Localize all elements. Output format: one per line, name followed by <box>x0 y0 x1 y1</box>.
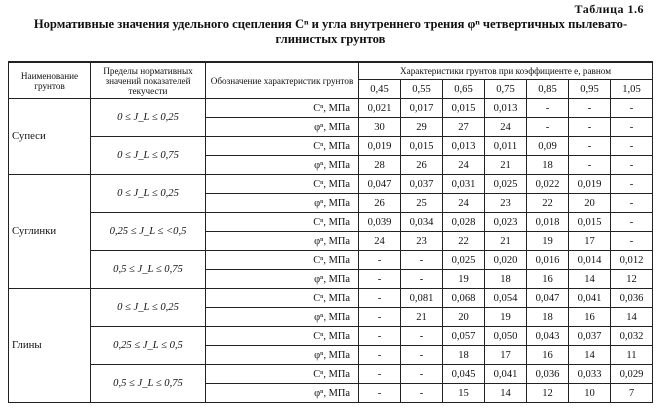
table-row <box>9 137 653 156</box>
value-cell: 15 <box>443 384 485 403</box>
value-cell: 0,036 <box>527 365 569 384</box>
value-cell: - <box>401 346 443 365</box>
table-number: Таблица 1.6 <box>574 2 644 16</box>
value-cell: 17 <box>569 232 611 251</box>
value-cell: 24 <box>359 232 401 251</box>
friction-label: φⁿ, МПа <box>206 156 359 175</box>
value-cell: 19 <box>485 308 527 327</box>
value-cell: 18 <box>485 270 527 289</box>
soil-properties-table <box>8 61 653 403</box>
value-cell: 21 <box>485 156 527 175</box>
value-cell: 0,015 <box>569 213 611 232</box>
header-group: Характеристики грунтов при коэффициенте e, равном <box>359 62 653 80</box>
value-cell: 19 <box>443 270 485 289</box>
value-cell: - <box>401 327 443 346</box>
header-e-value: 0,75 <box>485 80 527 99</box>
value-cell: 0,015 <box>401 137 443 156</box>
value-cell: - <box>611 194 653 213</box>
value-cell: 0,025 <box>443 251 485 270</box>
friction-label: φⁿ, МПа <box>206 194 359 213</box>
friction-label: φⁿ, МПа <box>206 346 359 365</box>
liquidity-range: 0 ≤ J_L ≤ 0,25 <box>91 289 206 327</box>
header-e-value: 0,45 <box>359 80 401 99</box>
value-cell: - <box>401 384 443 403</box>
value-cell: - <box>569 137 611 156</box>
value-cell: 0,011 <box>485 137 527 156</box>
value-cell: 0,054 <box>485 289 527 308</box>
value-cell: - <box>527 99 569 118</box>
value-cell: 0,050 <box>485 327 527 346</box>
value-cell: 14 <box>485 384 527 403</box>
value-cell: - <box>611 99 653 118</box>
value-cell: 24 <box>485 118 527 137</box>
value-cell: 16 <box>527 270 569 289</box>
friction-label: φⁿ, МПа <box>206 308 359 327</box>
value-cell: 0,041 <box>569 289 611 308</box>
value-cell: 17 <box>485 346 527 365</box>
soil-name: Глины <box>9 289 91 403</box>
liquidity-range: 0,25 ≤ J_L ≤ <0,5 <box>91 213 206 251</box>
table-title: Нормативные значения удельного сцепления Cⁿ и угла внутреннего трения φⁿ четвертичных пылевато-глинистых грунтов <box>33 17 628 46</box>
value-cell: 20 <box>443 308 485 327</box>
value-cell: - <box>401 270 443 289</box>
value-cell: 0,025 <box>485 175 527 194</box>
header-e-value: 0,95 <box>569 80 611 99</box>
value-cell: 22 <box>443 232 485 251</box>
value-cell: - <box>569 156 611 175</box>
value-cell: 20 <box>569 194 611 213</box>
friction-label: φⁿ, МПа <box>206 232 359 251</box>
value-cell: - <box>611 175 653 194</box>
value-cell: 0,034 <box>401 213 443 232</box>
value-cell: 12 <box>611 270 653 289</box>
header-limits: Пределы нормативных значений показателей текучести <box>91 62 206 99</box>
table-row <box>9 327 653 346</box>
value-cell: 0,032 <box>611 327 653 346</box>
value-cell: 14 <box>611 308 653 327</box>
value-cell: - <box>611 232 653 251</box>
value-cell: 0,037 <box>401 175 443 194</box>
value-cell: - <box>569 118 611 137</box>
value-cell: 0,020 <box>485 251 527 270</box>
value-cell: - <box>611 137 653 156</box>
liquidity-range: 0,25 ≤ J_L ≤ 0,5 <box>91 327 206 365</box>
cohesion-label: Cⁿ, МПа <box>206 289 359 308</box>
value-cell: 26 <box>359 194 401 213</box>
table-row <box>9 175 653 194</box>
friction-label: φⁿ, МПа <box>206 270 359 289</box>
value-cell: 24 <box>443 194 485 213</box>
value-cell: 14 <box>569 346 611 365</box>
value-cell: - <box>359 289 401 308</box>
value-cell: 0,013 <box>485 99 527 118</box>
value-cell: 0,047 <box>527 289 569 308</box>
cohesion-label: Cⁿ, МПа <box>206 99 359 118</box>
value-cell: 23 <box>401 232 443 251</box>
header-e-value: 0,55 <box>401 80 443 99</box>
cohesion-label: Cⁿ, МПа <box>206 213 359 232</box>
value-cell: 0,028 <box>443 213 485 232</box>
value-cell: - <box>359 308 401 327</box>
value-cell: 0,057 <box>443 327 485 346</box>
value-cell: 0,021 <box>359 99 401 118</box>
value-cell: 21 <box>485 232 527 251</box>
value-cell: 26 <box>401 156 443 175</box>
cohesion-label: Cⁿ, МПа <box>206 137 359 156</box>
value-cell: 30 <box>359 118 401 137</box>
value-cell: 11 <box>611 346 653 365</box>
value-cell: - <box>611 213 653 232</box>
value-cell: 28 <box>359 156 401 175</box>
liquidity-range: 0 ≤ J_L ≤ 0,25 <box>91 99 206 137</box>
table-row <box>9 365 653 384</box>
table-row <box>9 289 653 308</box>
value-cell: 21 <box>401 308 443 327</box>
value-cell: 0,017 <box>401 99 443 118</box>
value-cell: - <box>401 251 443 270</box>
value-cell: 12 <box>527 384 569 403</box>
value-cell: 0,081 <box>401 289 443 308</box>
header-soil: Наименование грунтов <box>9 62 91 99</box>
value-cell: - <box>359 270 401 289</box>
value-cell: 0,043 <box>527 327 569 346</box>
value-cell: 0,029 <box>611 365 653 384</box>
value-cell: 0,022 <box>527 175 569 194</box>
value-cell: - <box>359 251 401 270</box>
value-cell: - <box>359 365 401 384</box>
value-cell: 0,019 <box>359 137 401 156</box>
value-cell: 0,018 <box>527 213 569 232</box>
value-cell: - <box>359 327 401 346</box>
value-cell: 14 <box>569 270 611 289</box>
liquidity-range: 0 ≤ J_L ≤ 0,75 <box>91 137 206 175</box>
value-cell: 19 <box>527 232 569 251</box>
friction-label: φⁿ, МПа <box>206 118 359 137</box>
value-cell: 16 <box>569 308 611 327</box>
value-cell: 0,015 <box>443 99 485 118</box>
value-cell: 0,041 <box>485 365 527 384</box>
value-cell: 18 <box>527 156 569 175</box>
value-cell: 0,068 <box>443 289 485 308</box>
header-e-value: 0,85 <box>527 80 569 99</box>
cohesion-label: Cⁿ, МПа <box>206 365 359 384</box>
value-cell: - <box>611 156 653 175</box>
value-cell: - <box>527 118 569 137</box>
friction-label: φⁿ, МПа <box>206 384 359 403</box>
table-row <box>9 99 653 118</box>
value-cell: - <box>401 365 443 384</box>
value-cell: 18 <box>443 346 485 365</box>
value-cell: - <box>359 346 401 365</box>
value-cell: 7 <box>611 384 653 403</box>
value-cell: 0,033 <box>569 365 611 384</box>
cohesion-label: Cⁿ, МПа <box>206 327 359 346</box>
value-cell: 27 <box>443 118 485 137</box>
value-cell: 0,045 <box>443 365 485 384</box>
value-cell: 0,036 <box>611 289 653 308</box>
cohesion-label: Cⁿ, МПа <box>206 251 359 270</box>
value-cell: - <box>569 99 611 118</box>
value-cell: 0,037 <box>569 327 611 346</box>
value-cell: - <box>611 118 653 137</box>
value-cell: 16 <box>527 346 569 365</box>
value-cell: 25 <box>401 194 443 213</box>
liquidity-range: 0 ≤ J_L ≤ 0,25 <box>91 175 206 213</box>
value-cell: 0,031 <box>443 175 485 194</box>
header-e-value: 1,05 <box>611 80 653 99</box>
value-cell: 18 <box>527 308 569 327</box>
value-cell: 0,016 <box>527 251 569 270</box>
value-cell: 0,09 <box>527 137 569 156</box>
value-cell: 0,039 <box>359 213 401 232</box>
value-cell: 24 <box>443 156 485 175</box>
value-cell: 0,047 <box>359 175 401 194</box>
table-row <box>9 251 653 270</box>
value-cell: 10 <box>569 384 611 403</box>
value-cell: 0,023 <box>485 213 527 232</box>
cohesion-label: Cⁿ, МПа <box>206 175 359 194</box>
soil-name: Супеси <box>9 99 91 175</box>
soil-name: Суглинки <box>9 175 91 289</box>
value-cell: 0,012 <box>611 251 653 270</box>
value-cell: 0,014 <box>569 251 611 270</box>
value-cell: 22 <box>527 194 569 213</box>
liquidity-range: 0,5 ≤ J_L ≤ 0,75 <box>91 251 206 289</box>
header-e-value: 0,65 <box>443 80 485 99</box>
value-cell: 29 <box>401 118 443 137</box>
value-cell: 23 <box>485 194 527 213</box>
value-cell: 0,013 <box>443 137 485 156</box>
liquidity-range: 0,5 ≤ J_L ≤ 0,75 <box>91 365 206 403</box>
value-cell: 0,019 <box>569 175 611 194</box>
table-row <box>9 213 653 232</box>
header-designation: Обозначение характеристик грунтов <box>206 62 359 99</box>
value-cell: - <box>359 384 401 403</box>
